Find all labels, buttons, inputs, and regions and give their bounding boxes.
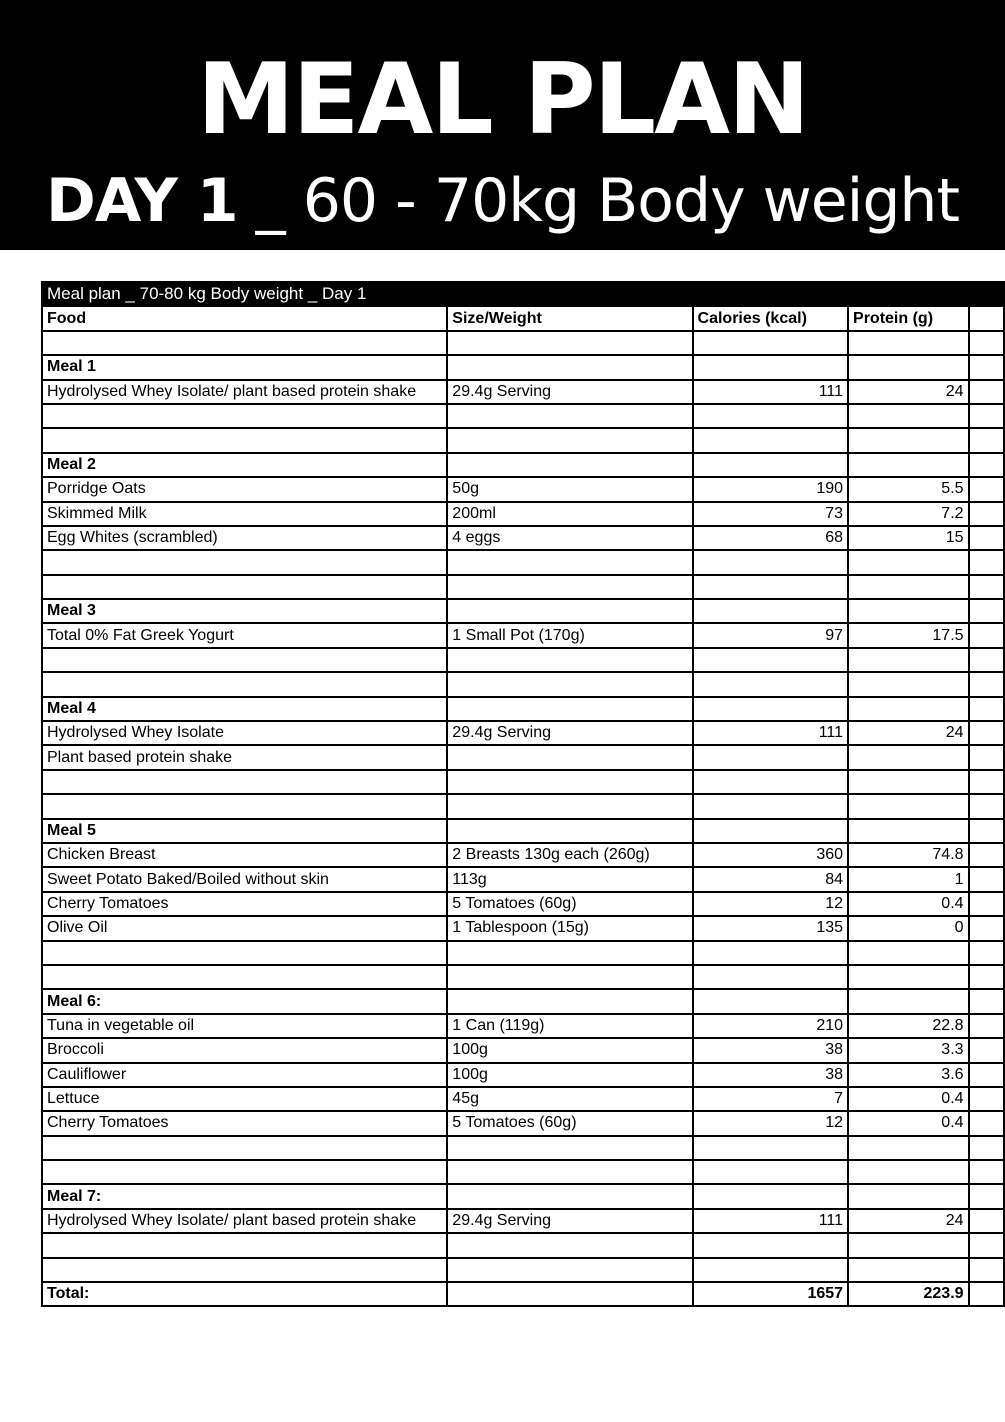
- calories-cell: [693, 697, 849, 721]
- protein-cell: [848, 453, 969, 477]
- blank-row: [42, 794, 1004, 818]
- food-cell: Egg Whites (scrambled): [42, 526, 447, 550]
- table-row: [42, 1063, 1004, 1087]
- food-cell: Cauliflower: [42, 1063, 447, 1087]
- extra-cell: [969, 550, 1004, 574]
- meal-header-row: [42, 599, 1004, 623]
- size-weight-cell: [447, 672, 692, 696]
- food-cell: Olive Oil: [42, 916, 447, 940]
- extra-cell: [969, 819, 1004, 843]
- extra-cell: [969, 1038, 1004, 1062]
- size-weight-cell: [447, 1160, 692, 1184]
- protein-cell: [848, 989, 969, 1013]
- size-weight-cell: [447, 599, 692, 623]
- column-header-size-weight: Size/Weight: [447, 306, 692, 330]
- food-cell: [42, 1136, 447, 1160]
- meal-header-row: [42, 819, 1004, 843]
- extra-cell: [969, 794, 1004, 818]
- meal-header-row: [42, 989, 1004, 1013]
- size-weight-cell: 200ml: [447, 502, 692, 526]
- calories-cell: [693, 550, 849, 574]
- food-cell: Total:: [42, 1282, 447, 1306]
- blank-row: [42, 404, 1004, 428]
- food-cell: [42, 428, 447, 452]
- extra-cell: [969, 892, 1004, 916]
- size-weight-cell: 45g: [447, 1087, 692, 1111]
- extra-cell: [969, 355, 1004, 379]
- blank-row: [42, 965, 1004, 989]
- calories-cell: 84: [693, 867, 849, 891]
- column-header-food: Food: [42, 306, 447, 330]
- blank-row: [42, 1258, 1004, 1282]
- protein-cell: [848, 965, 969, 989]
- calories-cell: [693, 1233, 849, 1257]
- calories-cell: [693, 989, 849, 1013]
- protein-cell: [848, 355, 969, 379]
- food-cell: Meal 3: [42, 599, 447, 623]
- calories-cell: 135: [693, 916, 849, 940]
- extra-cell: [969, 697, 1004, 721]
- calories-cell: 7: [693, 1087, 849, 1111]
- protein-cell: 3.3: [848, 1038, 969, 1062]
- blank-row: [42, 648, 1004, 672]
- subtitle-day: DAY 1: [46, 166, 238, 236]
- food-cell: [42, 941, 447, 965]
- table-row: [42, 1014, 1004, 1038]
- extra-cell: [969, 867, 1004, 891]
- food-cell: [42, 794, 447, 818]
- table-row: [42, 916, 1004, 940]
- extra-cell: [969, 965, 1004, 989]
- size-weight-cell: [447, 575, 692, 599]
- meal-header-row: [42, 355, 1004, 379]
- table-row: [42, 1087, 1004, 1111]
- extra-cell: [969, 1282, 1004, 1306]
- protein-cell: [848, 1160, 969, 1184]
- meal-header-row: [42, 453, 1004, 477]
- extra-cell: [969, 477, 1004, 501]
- protein-cell: 3.6: [848, 1063, 969, 1087]
- protein-cell: [848, 794, 969, 818]
- protein-cell: [848, 1258, 969, 1282]
- size-weight-cell: 113g: [447, 867, 692, 891]
- protein-cell: [848, 770, 969, 794]
- extra-cell: [969, 770, 1004, 794]
- page-subtitle: [0, 166, 1005, 236]
- food-cell: Meal 5: [42, 819, 447, 843]
- extra-cell: [969, 599, 1004, 623]
- protein-cell: 0.4: [848, 892, 969, 916]
- food-cell: Porridge Oats: [42, 477, 447, 501]
- protein-cell: 22.8: [848, 1014, 969, 1038]
- extra-cell: [969, 843, 1004, 867]
- protein-cell: [848, 1136, 969, 1160]
- calories-cell: [693, 965, 849, 989]
- extra-cell: [969, 1258, 1004, 1282]
- size-weight-cell: [447, 1258, 692, 1282]
- protein-cell: [848, 819, 969, 843]
- calories-cell: [693, 1160, 849, 1184]
- extra-cell: [969, 428, 1004, 452]
- protein-cell: 7.2: [848, 502, 969, 526]
- size-weight-cell: 4 eggs: [447, 526, 692, 550]
- food-cell: Meal 2: [42, 453, 447, 477]
- size-weight-cell: [447, 745, 692, 769]
- table-row: [42, 380, 1004, 404]
- food-cell: [42, 672, 447, 696]
- calories-cell: [693, 672, 849, 696]
- size-weight-cell: [447, 428, 692, 452]
- calories-cell: 68: [693, 526, 849, 550]
- food-cell: Total 0% Fat Greek Yogurt: [42, 623, 447, 647]
- protein-cell: 74.8: [848, 843, 969, 867]
- protein-cell: 15: [848, 526, 969, 550]
- food-cell: Meal 7:: [42, 1184, 447, 1208]
- extra-cell: [969, 1209, 1004, 1233]
- size-weight-cell: 1 Tablespoon (15g): [447, 916, 692, 940]
- size-weight-cell: [447, 404, 692, 428]
- blank-row: [42, 331, 1004, 355]
- size-weight-cell: 1 Can (119g): [447, 1014, 692, 1038]
- extra-cell: [969, 1014, 1004, 1038]
- calories-cell: [693, 770, 849, 794]
- food-cell: [42, 770, 447, 794]
- food-cell: [42, 331, 447, 355]
- calories-cell: [693, 575, 849, 599]
- size-weight-cell: [447, 1233, 692, 1257]
- extra-cell: [969, 672, 1004, 696]
- extra-cell: [969, 745, 1004, 769]
- size-weight-cell: 5 Tomatoes (60g): [447, 892, 692, 916]
- extra-cell: [969, 453, 1004, 477]
- extra-cell: [969, 526, 1004, 550]
- food-cell: Cherry Tomatoes: [42, 892, 447, 916]
- calories-cell: 111: [693, 380, 849, 404]
- calories-cell: [693, 355, 849, 379]
- calories-cell: 210: [693, 1014, 849, 1038]
- food-cell: Broccoli: [42, 1038, 447, 1062]
- size-weight-cell: [447, 1136, 692, 1160]
- calories-cell: 73: [693, 502, 849, 526]
- size-weight-cell: [447, 1282, 692, 1306]
- table-row: [42, 1209, 1004, 1233]
- extra-cell: [969, 1233, 1004, 1257]
- calories-cell: [693, 599, 849, 623]
- protein-cell: [848, 331, 969, 355]
- extra-cell: [969, 1184, 1004, 1208]
- calories-cell: [693, 648, 849, 672]
- size-weight-cell: [447, 794, 692, 818]
- protein-cell: [848, 648, 969, 672]
- protein-cell: 1: [848, 867, 969, 891]
- extra-cell: [969, 623, 1004, 647]
- extra-cell: [969, 989, 1004, 1013]
- page-title: MEAL PLAN: [196, 43, 808, 157]
- extra-cell: [969, 404, 1004, 428]
- extra-cell: [969, 648, 1004, 672]
- protein-cell: 0.4: [848, 1111, 969, 1135]
- food-cell: Cherry Tomatoes: [42, 1111, 447, 1135]
- food-cell: Skimmed Milk: [42, 502, 447, 526]
- calories-cell: 360: [693, 843, 849, 867]
- protein-cell: [848, 404, 969, 428]
- table-row: [42, 721, 1004, 745]
- size-weight-cell: [447, 697, 692, 721]
- table-row: [42, 477, 1004, 501]
- size-weight-cell: 2 Breasts 130g each (260g): [447, 843, 692, 867]
- protein-cell: [848, 1184, 969, 1208]
- calories-cell: 12: [693, 892, 849, 916]
- calories-cell: 38: [693, 1063, 849, 1087]
- blank-row: [42, 941, 1004, 965]
- meal-header-row: [42, 697, 1004, 721]
- food-cell: Chicken Breast: [42, 843, 447, 867]
- size-weight-cell: [447, 648, 692, 672]
- table-row: [42, 892, 1004, 916]
- extra-cell: [969, 1087, 1004, 1111]
- size-weight-cell: 100g: [447, 1038, 692, 1062]
- size-weight-cell: [447, 453, 692, 477]
- calories-cell: [693, 745, 849, 769]
- size-weight-cell: 29.4g Serving: [447, 721, 692, 745]
- calories-cell: 1657: [693, 1282, 849, 1306]
- protein-cell: 223.9: [848, 1282, 969, 1306]
- table-caption: Meal plan _ 70-80 kg Body weight _ Day 1: [42, 282, 1004, 306]
- food-cell: Meal 1: [42, 355, 447, 379]
- subtitle-weight-range: _ 60 - 70kg Body weight: [237, 166, 959, 236]
- blank-row: [42, 1136, 1004, 1160]
- size-weight-cell: 50g: [447, 477, 692, 501]
- calories-cell: [693, 1184, 849, 1208]
- food-cell: Tuna in vegetable oil: [42, 1014, 447, 1038]
- protein-cell: [848, 1233, 969, 1257]
- size-weight-cell: 29.4g Serving: [447, 1209, 692, 1233]
- calories-cell: 97: [693, 623, 849, 647]
- protein-cell: 5.5: [848, 477, 969, 501]
- table-header-row: [42, 306, 1004, 330]
- extra-cell: [969, 575, 1004, 599]
- protein-cell: 24: [848, 721, 969, 745]
- protein-cell: [848, 550, 969, 574]
- table-row: [42, 843, 1004, 867]
- food-cell: [42, 550, 447, 574]
- meal-header-row: [42, 1184, 1004, 1208]
- size-weight-cell: 5 Tomatoes (60g): [447, 1111, 692, 1135]
- table-row: [42, 867, 1004, 891]
- table-row: [42, 1111, 1004, 1135]
- size-weight-cell: [447, 941, 692, 965]
- blank-row: [42, 672, 1004, 696]
- food-cell: Plant based protein shake: [42, 745, 447, 769]
- food-cell: [42, 1160, 447, 1184]
- blank-row: [42, 770, 1004, 794]
- extra-cell: [969, 916, 1004, 940]
- extra-cell: [969, 941, 1004, 965]
- size-weight-cell: [447, 989, 692, 1013]
- food-cell: Meal 6:: [42, 989, 447, 1013]
- food-cell: [42, 648, 447, 672]
- table-row: [42, 526, 1004, 550]
- header-banner: [0, 0, 1005, 250]
- calories-cell: [693, 794, 849, 818]
- food-cell: [42, 404, 447, 428]
- calories-cell: [693, 404, 849, 428]
- calories-cell: [693, 941, 849, 965]
- extra-cell: [969, 380, 1004, 404]
- column-header-extra: [969, 306, 1004, 330]
- table-row: [42, 502, 1004, 526]
- size-weight-cell: [447, 965, 692, 989]
- food-cell: [42, 965, 447, 989]
- food-cell: Hydrolysed Whey Isolate/ plant based protein shake: [42, 1209, 447, 1233]
- extra-cell: [969, 331, 1004, 355]
- size-weight-cell: [447, 331, 692, 355]
- food-cell: [42, 1233, 447, 1257]
- protein-cell: [848, 941, 969, 965]
- food-cell: Lettuce: [42, 1087, 447, 1111]
- food-cell: Sweet Potato Baked/Boiled without skin: [42, 867, 447, 891]
- food-cell: [42, 1258, 447, 1282]
- protein-cell: 0.4: [848, 1087, 969, 1111]
- size-weight-cell: [447, 770, 692, 794]
- calories-cell: [693, 819, 849, 843]
- column-header-calories: Calories (kcal): [693, 306, 849, 330]
- food-cell: Hydrolysed Whey Isolate: [42, 721, 447, 745]
- extra-cell: [969, 1063, 1004, 1087]
- size-weight-cell: [447, 819, 692, 843]
- food-cell: Hydrolysed Whey Isolate/ plant based protein shake: [42, 380, 447, 404]
- table-row: [42, 623, 1004, 647]
- calories-cell: 12: [693, 1111, 849, 1135]
- protein-cell: [848, 672, 969, 696]
- protein-cell: 0: [848, 916, 969, 940]
- calories-cell: [693, 1136, 849, 1160]
- blank-row: [42, 428, 1004, 452]
- protein-cell: [848, 697, 969, 721]
- calories-cell: [693, 428, 849, 452]
- food-cell: Meal 4: [42, 697, 447, 721]
- calories-cell: 111: [693, 1209, 849, 1233]
- size-weight-cell: 29.4g Serving: [447, 380, 692, 404]
- food-cell: [42, 575, 447, 599]
- size-weight-cell: [447, 355, 692, 379]
- protein-cell: 17.5: [848, 623, 969, 647]
- protein-cell: [848, 745, 969, 769]
- size-weight-cell: 100g: [447, 1063, 692, 1087]
- total-row: [42, 1282, 1004, 1306]
- calories-cell: 111: [693, 721, 849, 745]
- extra-cell: [969, 721, 1004, 745]
- extra-cell: [969, 1111, 1004, 1135]
- blank-row: [42, 1160, 1004, 1184]
- blank-row: [42, 1233, 1004, 1257]
- calories-cell: [693, 331, 849, 355]
- blank-row: [42, 575, 1004, 599]
- column-header-protein: Protein (g): [848, 306, 969, 330]
- calories-cell: [693, 1258, 849, 1282]
- table-row: [42, 1038, 1004, 1062]
- extra-cell: [969, 1160, 1004, 1184]
- protein-cell: 24: [848, 1209, 969, 1233]
- extra-cell: [969, 1136, 1004, 1160]
- table-row: [42, 745, 1004, 769]
- protein-cell: [848, 575, 969, 599]
- protein-cell: [848, 599, 969, 623]
- table-caption-row: [42, 282, 1004, 306]
- protein-cell: 24: [848, 380, 969, 404]
- calories-cell: [693, 453, 849, 477]
- calories-cell: 38: [693, 1038, 849, 1062]
- meal-plan-table: [41, 281, 1005, 1307]
- size-weight-cell: [447, 550, 692, 574]
- size-weight-cell: [447, 1184, 692, 1208]
- blank-row: [42, 550, 1004, 574]
- calories-cell: 190: [693, 477, 849, 501]
- protein-cell: [848, 428, 969, 452]
- size-weight-cell: 1 Small Pot (170g): [447, 623, 692, 647]
- extra-cell: [969, 502, 1004, 526]
